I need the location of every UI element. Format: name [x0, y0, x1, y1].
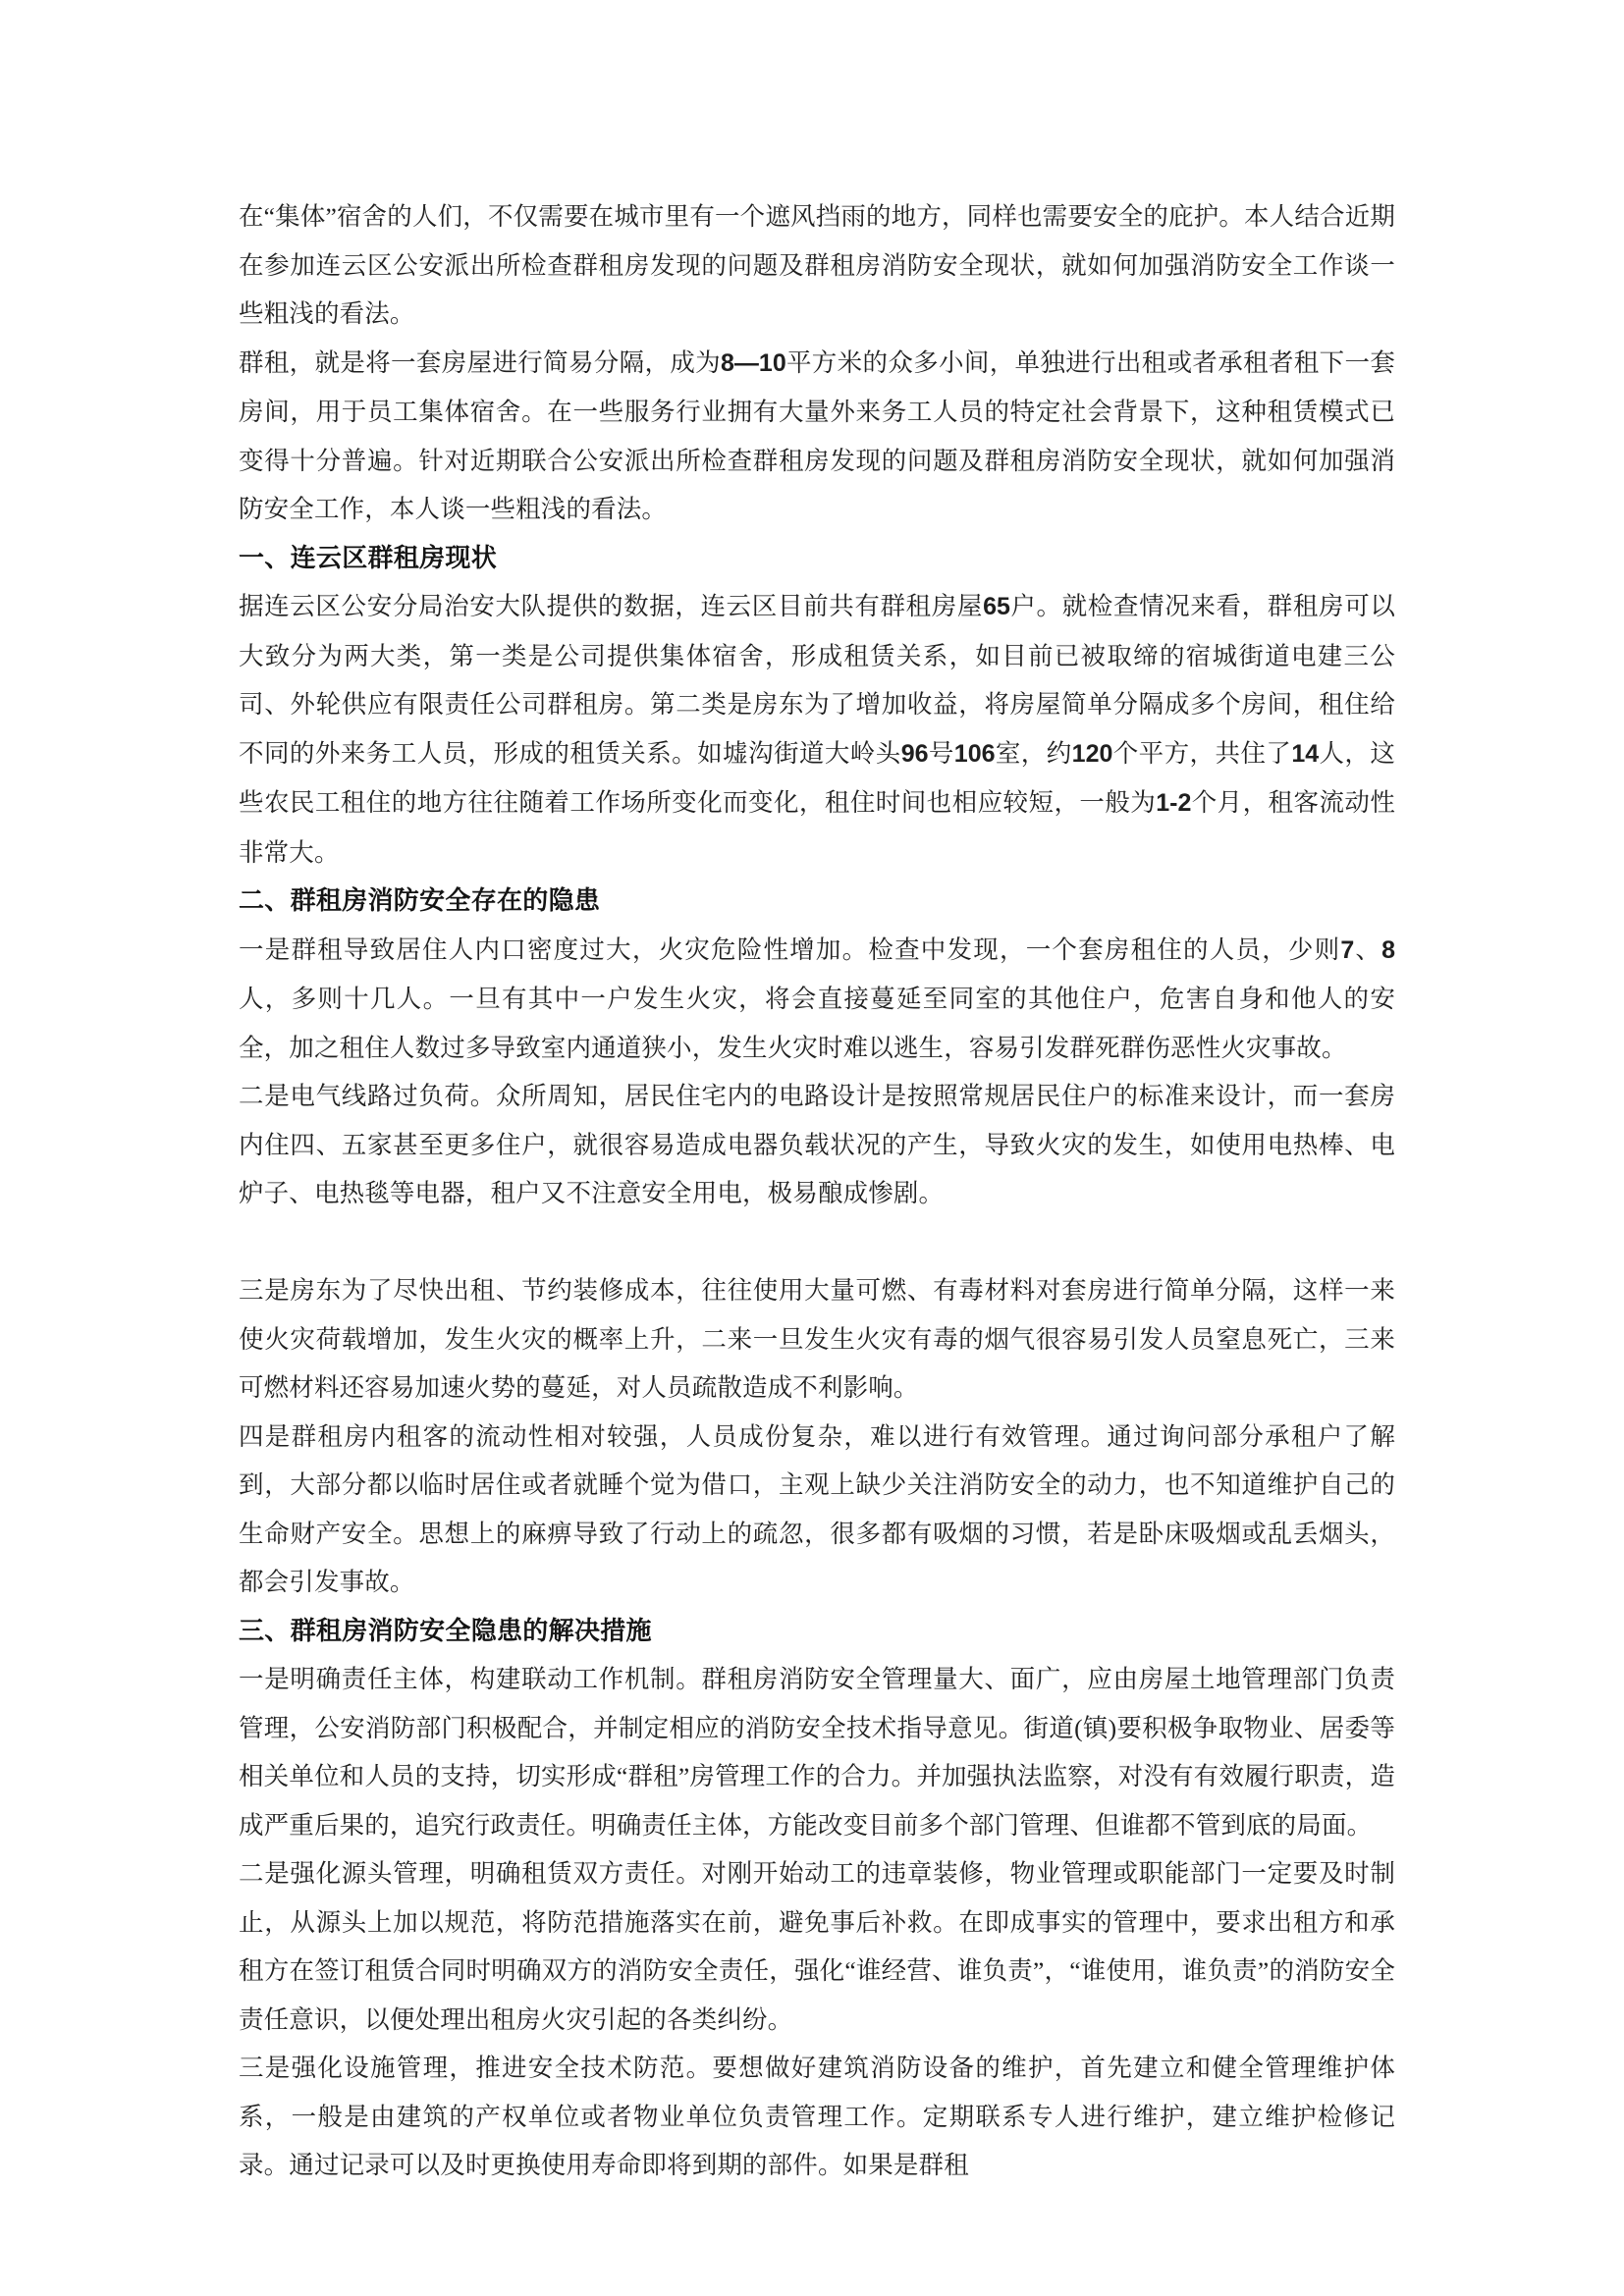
- section-heading-one: 一、连云区群租房现状: [239, 542, 498, 572]
- paragraph-intro: 在“集体”宿舍的人们，不仅需要在城市里有一个遮风挡雨的地方，同样也需要安全的庇护。本人结合近期在参加连云区公安派出所检查群租房发现的问题及群租房消防安全现状，就如何加强消防安全工作谈一些粗浅的看法。: [239, 202, 1395, 328]
- paragraph-measure-three: 三是强化设施管理，推进安全技术防范。要想做好建筑消防设备的维护，首先建立和健全管理维护体系，一般是由建筑的产权单位或者物业单位负责管理工作。定期联系专人进行维护，建立维护检修记录。通过记录可以及时更换使用寿命即将到期的部件。如果是群租: [239, 2054, 1395, 2179]
- paragraph-current-status: 据连云区公安分局治安大队提供的数据，连云区目前共有群租房屋65户。就检查情况来看，群租房可以大致分为两大类，第一类是公司提供集体宿舍，形成租赁关系，如目前已被取缔的宿城街道电建三公司、外轮供应有限责任公司群租房。第二类是房东为了增加收益，将房屋简单分隔成多个房间，租住给不同的外来务工人员，形成的租赁关系。如墟沟街道大岭头96号106室，约120个平方，共住了14人，这些农民工租住的地方往往随着工作场所变化而变化，租住时间也相应较短，一般为1-2个月，租客流动性非常大。: [239, 592, 1396, 867]
- paragraph-measure-two: 二是强化源头管理，明确租赁双方责任。对刚开始动工的违章装修，物业管理或职能部门一定要及时制止，从源头上加以规范，将防范措施落实在前，避免事后补救。在即成事实的管理中，要求出租方和承租方在签订租赁合同时明确双方的消防安全责任，强化“谁经营、谁负责”，“谁使用，谁负责”的消防安全责任意识，以便处理出租房火灾引起的各类纠纷。: [239, 1859, 1395, 2034]
- paragraph-spacer: [239, 1218, 1395, 1267]
- inline-number: 106: [953, 739, 996, 768]
- paragraph-measure-one: 一是明确责任主体，构建联动工作机制。群租房消防安全管理量大、面广，应由房屋土地管理部门负责管理，公安消防部门积极配合，并制定相应的消防安全技术指导意见。街道(镇)要积极争取物业、居委等相关单位和人员的支持，切实形成“群租”房管理工作的合力。并加强执法监察，对没有有效履行职责，造成严重后果的，追究行政责任。明确责任主体，方能改变目前多个部门管理、但谁都不管到底的局面。: [239, 1665, 1395, 1840]
- inline-number: 14: [1291, 739, 1320, 768]
- inline-number: 65: [983, 593, 1010, 620]
- inline-number: 120: [1071, 739, 1113, 768]
- inline-number: 7: [1340, 935, 1355, 964]
- section-heading-three: 三、群租房消防安全隐患的解决措施: [239, 1615, 652, 1645]
- paragraph-hazard-two: 二是电气线路过负荷。众所周知，居民住宅内的电路设计是按照常规居民住户的标准来设计，而一套房内住四、五家甚至更多住户，就很容易造成电器负载状况的产生，导致火灾的发生，如使用电热棒、电炉子、电热毯等电器，租户又不注意安全用电，极易酿成惨剧。: [239, 1082, 1395, 1207]
- document-body: [239, 192, 1395, 2190]
- inline-number: 8—10: [721, 348, 786, 377]
- inline-number: 8: [1381, 935, 1395, 964]
- paragraph-hazard-one: 一是群租导致居住人内口密度过大，火灾危险性增加。检查中发现，一个套房租住的人员，少则7、8人，多则十几人。一旦有其中一户发生火灾，将会直接蔓延至同室的其他住户，危害自身和他人的安全，加之租住人数过多导致室内通道狭小，发生火灾时难以逃生，容易引发群死群伤恶性火灾事故。: [239, 934, 1395, 1062]
- paragraph-hazard-four: 四是群租房内租客的流动性相对较强，人员成份复杂，难以进行有效管理。通过询问部分承租户了解到，大部分都以临时居住或者就睡个觉为借口，主观上缺少关注消防安全的动力，也不知道维护自己的生命财产安全。思想上的麻痹导致了行动上的疏忽，很多都有吸烟的习惯，若是卧床吸烟或乱丢烟头，都会引发事故。: [239, 1421, 1395, 1596]
- paragraph-definition: 群租，就是将一套房屋进行简易分隔，成为8—10平方米的众多小间，单独进行出租或者承租者租下一套房间，用于员工集体宿舍。在一些服务行业拥有大量外来务工人员的特定社会背景下，这种租赁模式已变得十分普遍。针对近期联合公安派出所检查群租房发现的问题及群租房消防安全现状，就如何加强消防安全工作，本人谈一些粗浅的看法。: [239, 347, 1395, 523]
- section-heading-two: 二、群租房消防安全存在的隐患: [239, 885, 601, 915]
- paragraph-hazard-three: 三是房东为了尽快出租、节约装修成本，往往使用大量可燃、有毒材料对套房进行简单分隔，这样一来使火灾荷载增加，发生火灾的概率上升，二来一旦发生火灾有毒的烟气很容易引发人员窒息死亡，三来可燃材料还容易加速火势的蔓延，对人员疏散造成不利影响。: [239, 1276, 1395, 1402]
- inline-number: 96: [900, 739, 929, 768]
- inline-number: 1-2: [1156, 789, 1192, 817]
